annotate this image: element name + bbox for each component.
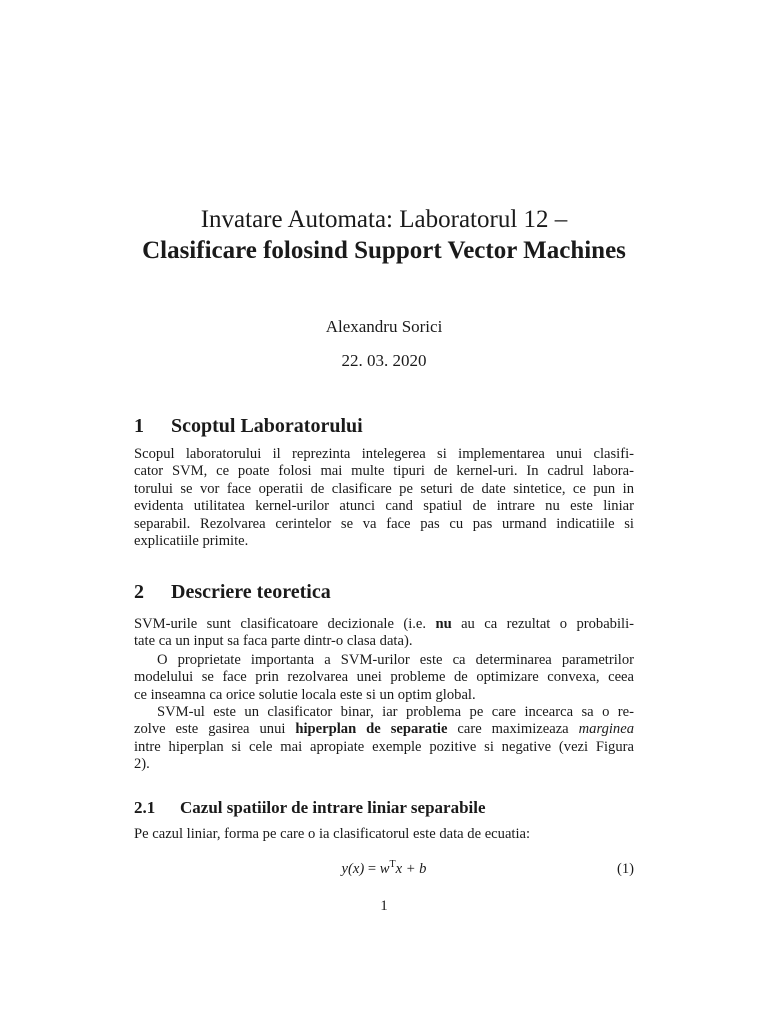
author: Alexandru Sorici [325, 317, 443, 336]
subsection-intro [134, 826, 634, 843]
title-bold: Clasificare folosind Support Vector Machines [142, 237, 626, 264]
paragraph-line: separabil. Rezolvarea cerintelor se va face pas cu pas urmand indicatiile si [134, 515, 634, 532]
italic-text: marginea [578, 721, 635, 738]
text-run: care maximizeaza [447, 721, 579, 738]
section-2-heading [134, 579, 331, 605]
paragraph-line: intre hiperplan si cele mai apropiate exemple pozitive si negative (vezi Figura [134, 738, 634, 755]
paragraph-line: 2). [134, 756, 150, 773]
bold-text: nu [435, 616, 452, 632]
section-title: Descriere teoretica [171, 581, 331, 603]
subsection-number: 2.1 [134, 798, 156, 817]
title-line-1: Invatare Automata: Laboratorul 12 – [200, 206, 568, 233]
section-2-paragraph-2 [134, 652, 634, 704]
text-run: au ca rezultat o probabili- [451, 616, 634, 632]
equation-w: w [379, 861, 390, 877]
text-run: zolve este gasirea unui [134, 721, 296, 738]
paragraph-line: ce inseamna ca orice solutie locala este si un optim global. [134, 686, 476, 703]
equation-1 [134, 859, 634, 879]
equation-number: (1) [616, 861, 634, 877]
paragraph-line: tate ca un input sa faca parte dintr-o clasa data). [134, 633, 413, 650]
section-2-paragraph-3 [134, 704, 634, 774]
date: 22. 03. 2020 [341, 351, 427, 370]
bold-text: hiperplan de separatie [295, 721, 448, 738]
page-number: 1 [380, 898, 388, 914]
paragraph-line [134, 616, 634, 633]
section-number: 1 [134, 415, 144, 437]
paragraph-line: explicatiile primite. [134, 533, 249, 550]
paragraph-line [134, 721, 634, 738]
section-1-heading [134, 413, 363, 439]
paragraph-line: cator SVM, ce poate folosi mai multe tipuri de kernel-uri. In cadrul labora- [134, 463, 634, 480]
text-run: SVM-urile sunt clasificatoare decizionale (i.e. [134, 616, 436, 632]
paragraph-line: Pe cazul liniar, forma pe care o ia clasificatorul este data de ecuatia: [134, 826, 531, 842]
paragraph-line: SVM-ul este un clasificator binar, iar problema pe care incearca sa o re- [157, 704, 634, 720]
equation-superscript: T [389, 859, 396, 871]
paragraph-line: modelului se face prin rezolvarea unei probleme de optimizare convexa, ceea [134, 669, 634, 686]
equation-lhs: y(x) [341, 861, 365, 877]
equation-expression [134, 859, 634, 879]
subsection-2-1-heading [134, 797, 486, 819]
section-number: 2 [134, 581, 144, 603]
paragraph-line: O proprietate importanta a SVM-urilor este ca determinarea parametrilor [157, 652, 634, 668]
section-1-paragraph [134, 446, 634, 550]
paragraph-line: Scopul laboratorului il reprezinta intelegerea si implementarea unui clasifi- [134, 446, 634, 462]
paragraph-line: torului se vor face operatii de clasificare pe seturi de date sintetice, ce pun in [134, 480, 634, 497]
equation-equals: = [364, 861, 380, 877]
section-title: Scoptul Laboratorului [171, 415, 363, 437]
paragraph-line: evidenta utilitatea kernel-urilor atunci cand spatiul de intrare nu este liniar [134, 498, 634, 515]
section-2-paragraph-1 [134, 616, 634, 651]
equation-rest: x + b [395, 861, 427, 877]
subsection-title: Cazul spatiilor de intrare liniar separabile [180, 798, 486, 817]
